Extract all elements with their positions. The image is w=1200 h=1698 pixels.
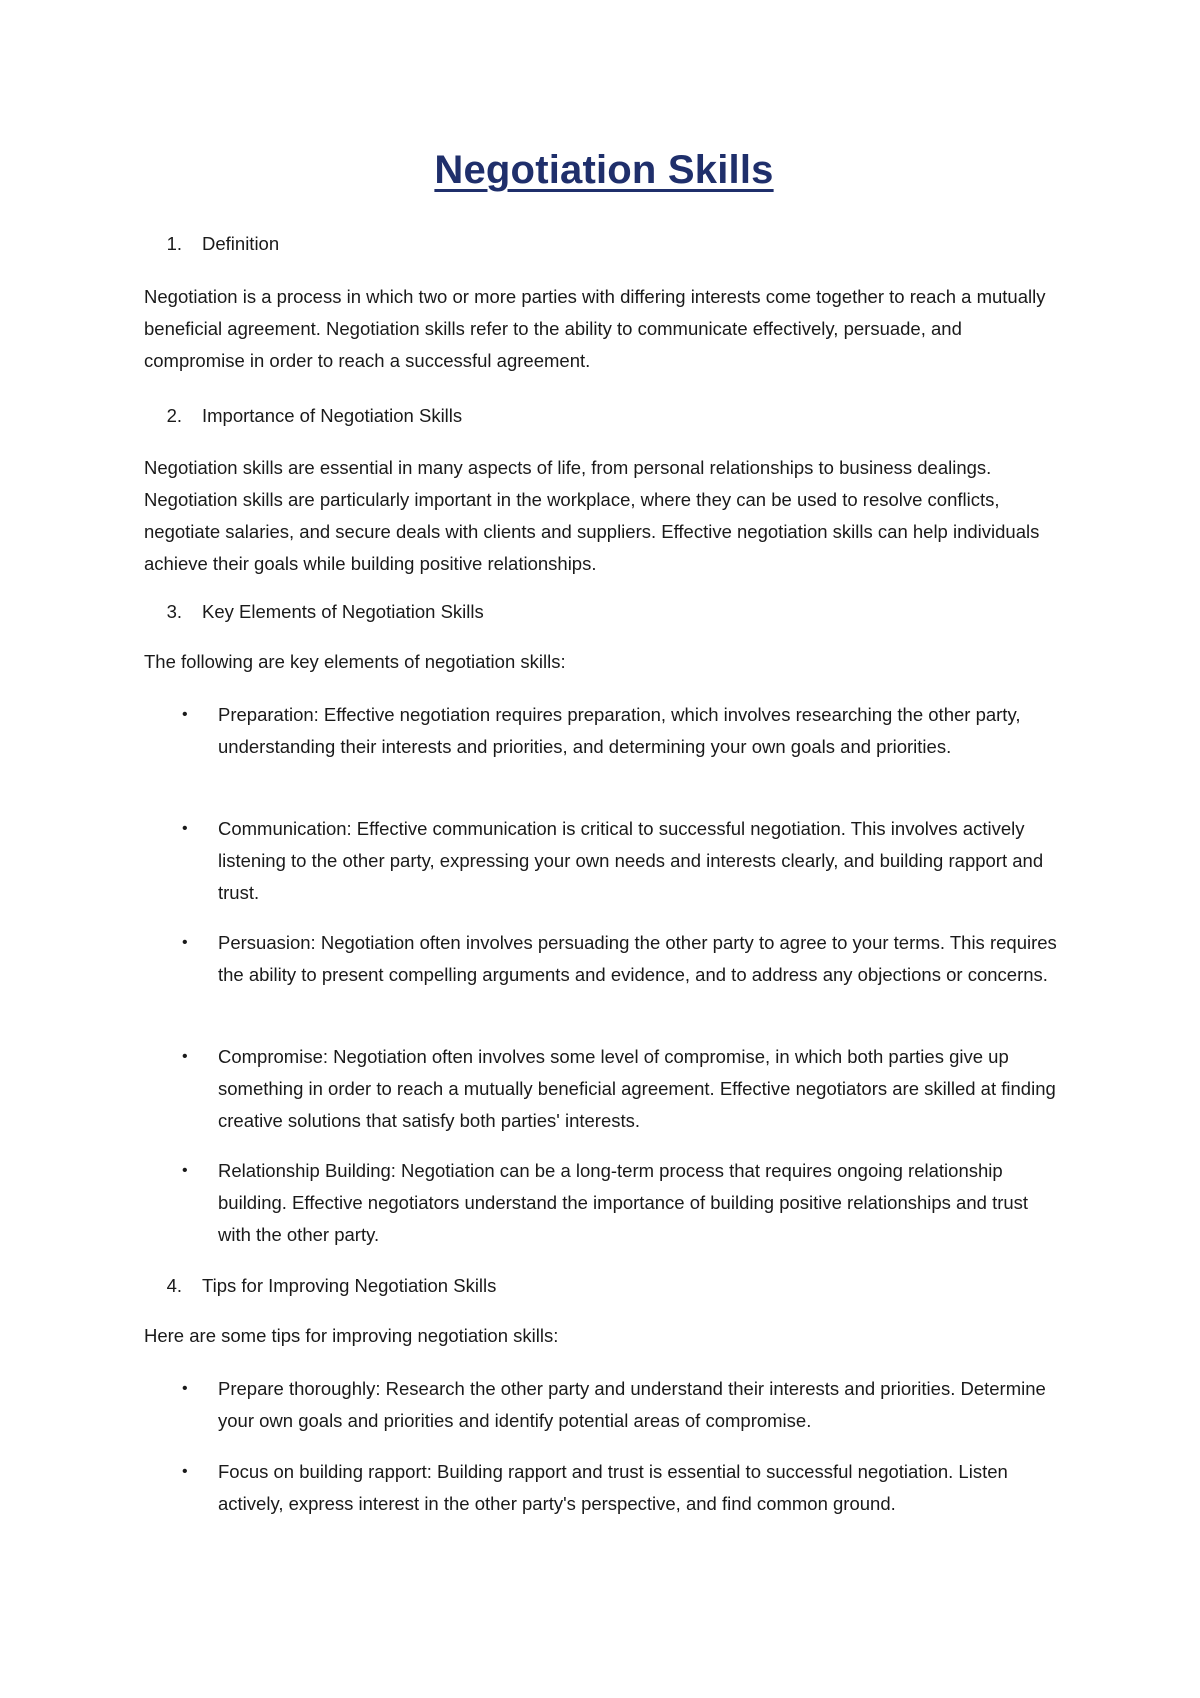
list-item bbox=[144, 1041, 1064, 1137]
page-title: Negotiation Skills bbox=[434, 148, 774, 192]
definition-paragraph: Negotiation is a process in which two or more parties with differing interests come together to reach a mutually beneficial agreement. Negotiation skills refer to the ability to communicate effectively, persuade, and compromise in order to reach a successful agreement. bbox=[144, 286, 1046, 371]
list-item bbox=[144, 927, 1064, 991]
section-number: 3. bbox=[166, 601, 182, 622]
section-heading-tips bbox=[144, 1274, 496, 1298]
list-item-text: Relationship Building: Negotiation can be a long-term process that requires ongoing relationship building. Effective negotiators understand the importance of building positive relationships and trust with the other party. bbox=[218, 1160, 1029, 1245]
bullet-icon: • bbox=[182, 1048, 188, 1065]
section-heading-text: Importance of Negotiation Skills bbox=[202, 405, 463, 426]
list-item bbox=[144, 699, 1064, 763]
section-heading-text: Key Elements of Negotiation Skills bbox=[202, 601, 484, 622]
list-item bbox=[144, 1155, 1064, 1251]
list-item-text: Communication: Effective communication is critical to successful negotiation. This involves actively listening to the other party, expressing your own needs and interests clearly, and building rapport and trust. bbox=[218, 818, 1044, 903]
importance-paragraph: Negotiation skills are essential in many aspects of life, from personal relationships to business dealings. Negotiation skills are particularly important in the workplace, where they can be used to resolve conflicts, negotiate salaries, and secure deals with clients and suppliers. Effective negotiation skills can help individuals achieve their goals while building positive relationships. bbox=[144, 457, 1040, 574]
section-heading-key-elements bbox=[144, 600, 484, 624]
list-item bbox=[144, 1373, 1064, 1437]
section-number: 1. bbox=[166, 233, 182, 254]
tips-intro: Here are some tips for improving negotiation skills: bbox=[144, 1325, 559, 1346]
list-item-text: Focus on building rapport: Building rapport and trust is essential to successful negotiation. Listen actively, express interest in the other party's perspective, and find common ground. bbox=[218, 1461, 1008, 1514]
list-item bbox=[144, 813, 1064, 909]
document-page bbox=[144, 0, 1064, 1698]
bullet-icon: • bbox=[182, 1380, 188, 1397]
section-number: 2. bbox=[166, 405, 182, 426]
list-item-text: Compromise: Negotiation often involves some level of compromise, in which both parties give up something in order to reach a mutually beneficial agreement. Effective negotiators are skilled at finding creative solutions that satisfy both parties' interests. bbox=[218, 1046, 1056, 1131]
bullet-icon: • bbox=[182, 1463, 188, 1480]
section-heading-importance bbox=[144, 404, 462, 428]
list-item-text: Persuasion: Negotiation often involves persuading the other party to agree to your terms. This requires the ability to present compelling arguments and evidence, and to address any objections or concerns. bbox=[218, 932, 1057, 985]
list-item-text: Prepare thoroughly: Research the other party and understand their interests and priorities. Determine your own goals and priorities and identify potential areas of compromise. bbox=[218, 1378, 1046, 1431]
bullet-icon: • bbox=[182, 1162, 188, 1179]
list-item-text: Preparation: Effective negotiation requires preparation, which involves researching the other party, understanding their interests and priorities, and determining your own goals and priorities. bbox=[218, 704, 1021, 757]
section-heading-text: Tips for Improving Negotiation Skills bbox=[202, 1275, 497, 1296]
section-heading-text: Definition bbox=[202, 233, 280, 254]
bullet-icon: • bbox=[182, 934, 188, 951]
section-number: 4. bbox=[166, 1275, 182, 1296]
section-heading-definition bbox=[144, 232, 279, 256]
bullet-icon: • bbox=[182, 706, 188, 723]
bullet-icon: • bbox=[182, 820, 188, 837]
key-elements-intro: The following are key elements of negotiation skills: bbox=[144, 651, 566, 672]
list-item bbox=[144, 1456, 1064, 1520]
